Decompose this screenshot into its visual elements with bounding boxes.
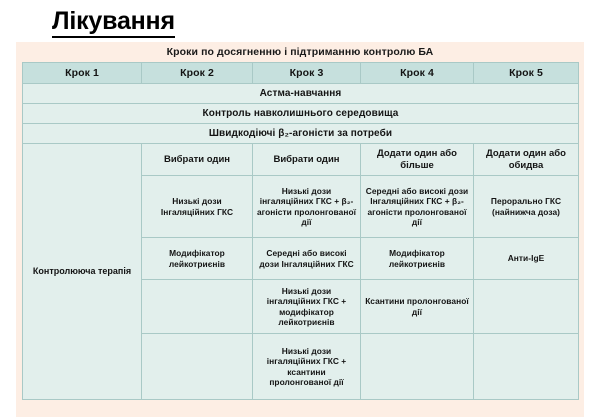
column-header-step-4: Крок 4 (361, 63, 474, 84)
option-2-step-3: Середні або високі дози Інгаляційних ГКС (253, 238, 361, 280)
choose-cell-step-5: Додати один або обидва (474, 144, 579, 176)
column-header-step-5: Крок 5 (474, 63, 579, 84)
option-1-step-4: Середні або високі дози Інгаляційних ГКС + β₂-агоністи пролонгованої дії (361, 176, 474, 238)
option-2-step-2: Модифікатор лейкотриєнів (142, 238, 253, 280)
asthma-control-steps-table (22, 62, 579, 400)
option-3-step-2 (142, 280, 253, 334)
table-row-choose (23, 144, 579, 176)
option-4-step-4 (361, 334, 474, 400)
option-1-step-5: Перорально ГКС (найнижча доза) (474, 176, 579, 238)
column-header-step-1: Крок 1 (23, 63, 142, 84)
table-header-row (23, 63, 579, 84)
choose-cell-step-2: Вибрати один (142, 144, 253, 176)
option-4-step-5 (474, 334, 579, 400)
table-banner-title: Кроки по досягненню і підтриманню контролю БА (166, 46, 434, 58)
full-width-row-asthma-education: Астма-навчання (23, 84, 579, 104)
page-title-wrapper (52, 6, 175, 38)
table-row-reliever (23, 124, 579, 144)
table-frame (16, 42, 584, 417)
option-3-step-5 (474, 280, 579, 334)
full-width-row-rapid-acting-beta2-agonists: Швидкодіючі β₂-агоністи за потреби (23, 124, 579, 144)
option-4-step-2 (142, 334, 253, 400)
option-3-step-3: Низькі дози інгаляційних ГКС + модифікатор лейкотриєнів (253, 280, 361, 334)
choose-cell-step-4: Додати один або більше (361, 144, 474, 176)
row-label-controller-therapy: Контролююча терапія (23, 144, 142, 400)
option-3-step-4: Ксантини пролонгованої дії (361, 280, 474, 334)
page-title: Лікування (52, 6, 175, 38)
full-width-row-environment-control: Контроль навколишнього середовища (23, 104, 579, 124)
option-1-step-2: Низькі дози Інгаляційних ГКС (142, 176, 253, 238)
table-row-education (23, 84, 579, 104)
option-1-step-3: Низькі дози інгаляційних ГКС + β₂-агоністи пролонгованої дії (253, 176, 361, 238)
choose-cell-step-3: Вибрати один (253, 144, 361, 176)
option-2-step-5: Анти-IgE (474, 238, 579, 280)
option-2-step-4: Модифікатор лейкотриєнів (361, 238, 474, 280)
table-row-environment (23, 104, 579, 124)
column-header-step-3: Крок 3 (253, 63, 361, 84)
column-header-step-2: Крок 2 (142, 63, 253, 84)
option-4-step-3: Низькі дози інгаляційних ГКС + ксантини пролонгованої дії (253, 334, 361, 400)
